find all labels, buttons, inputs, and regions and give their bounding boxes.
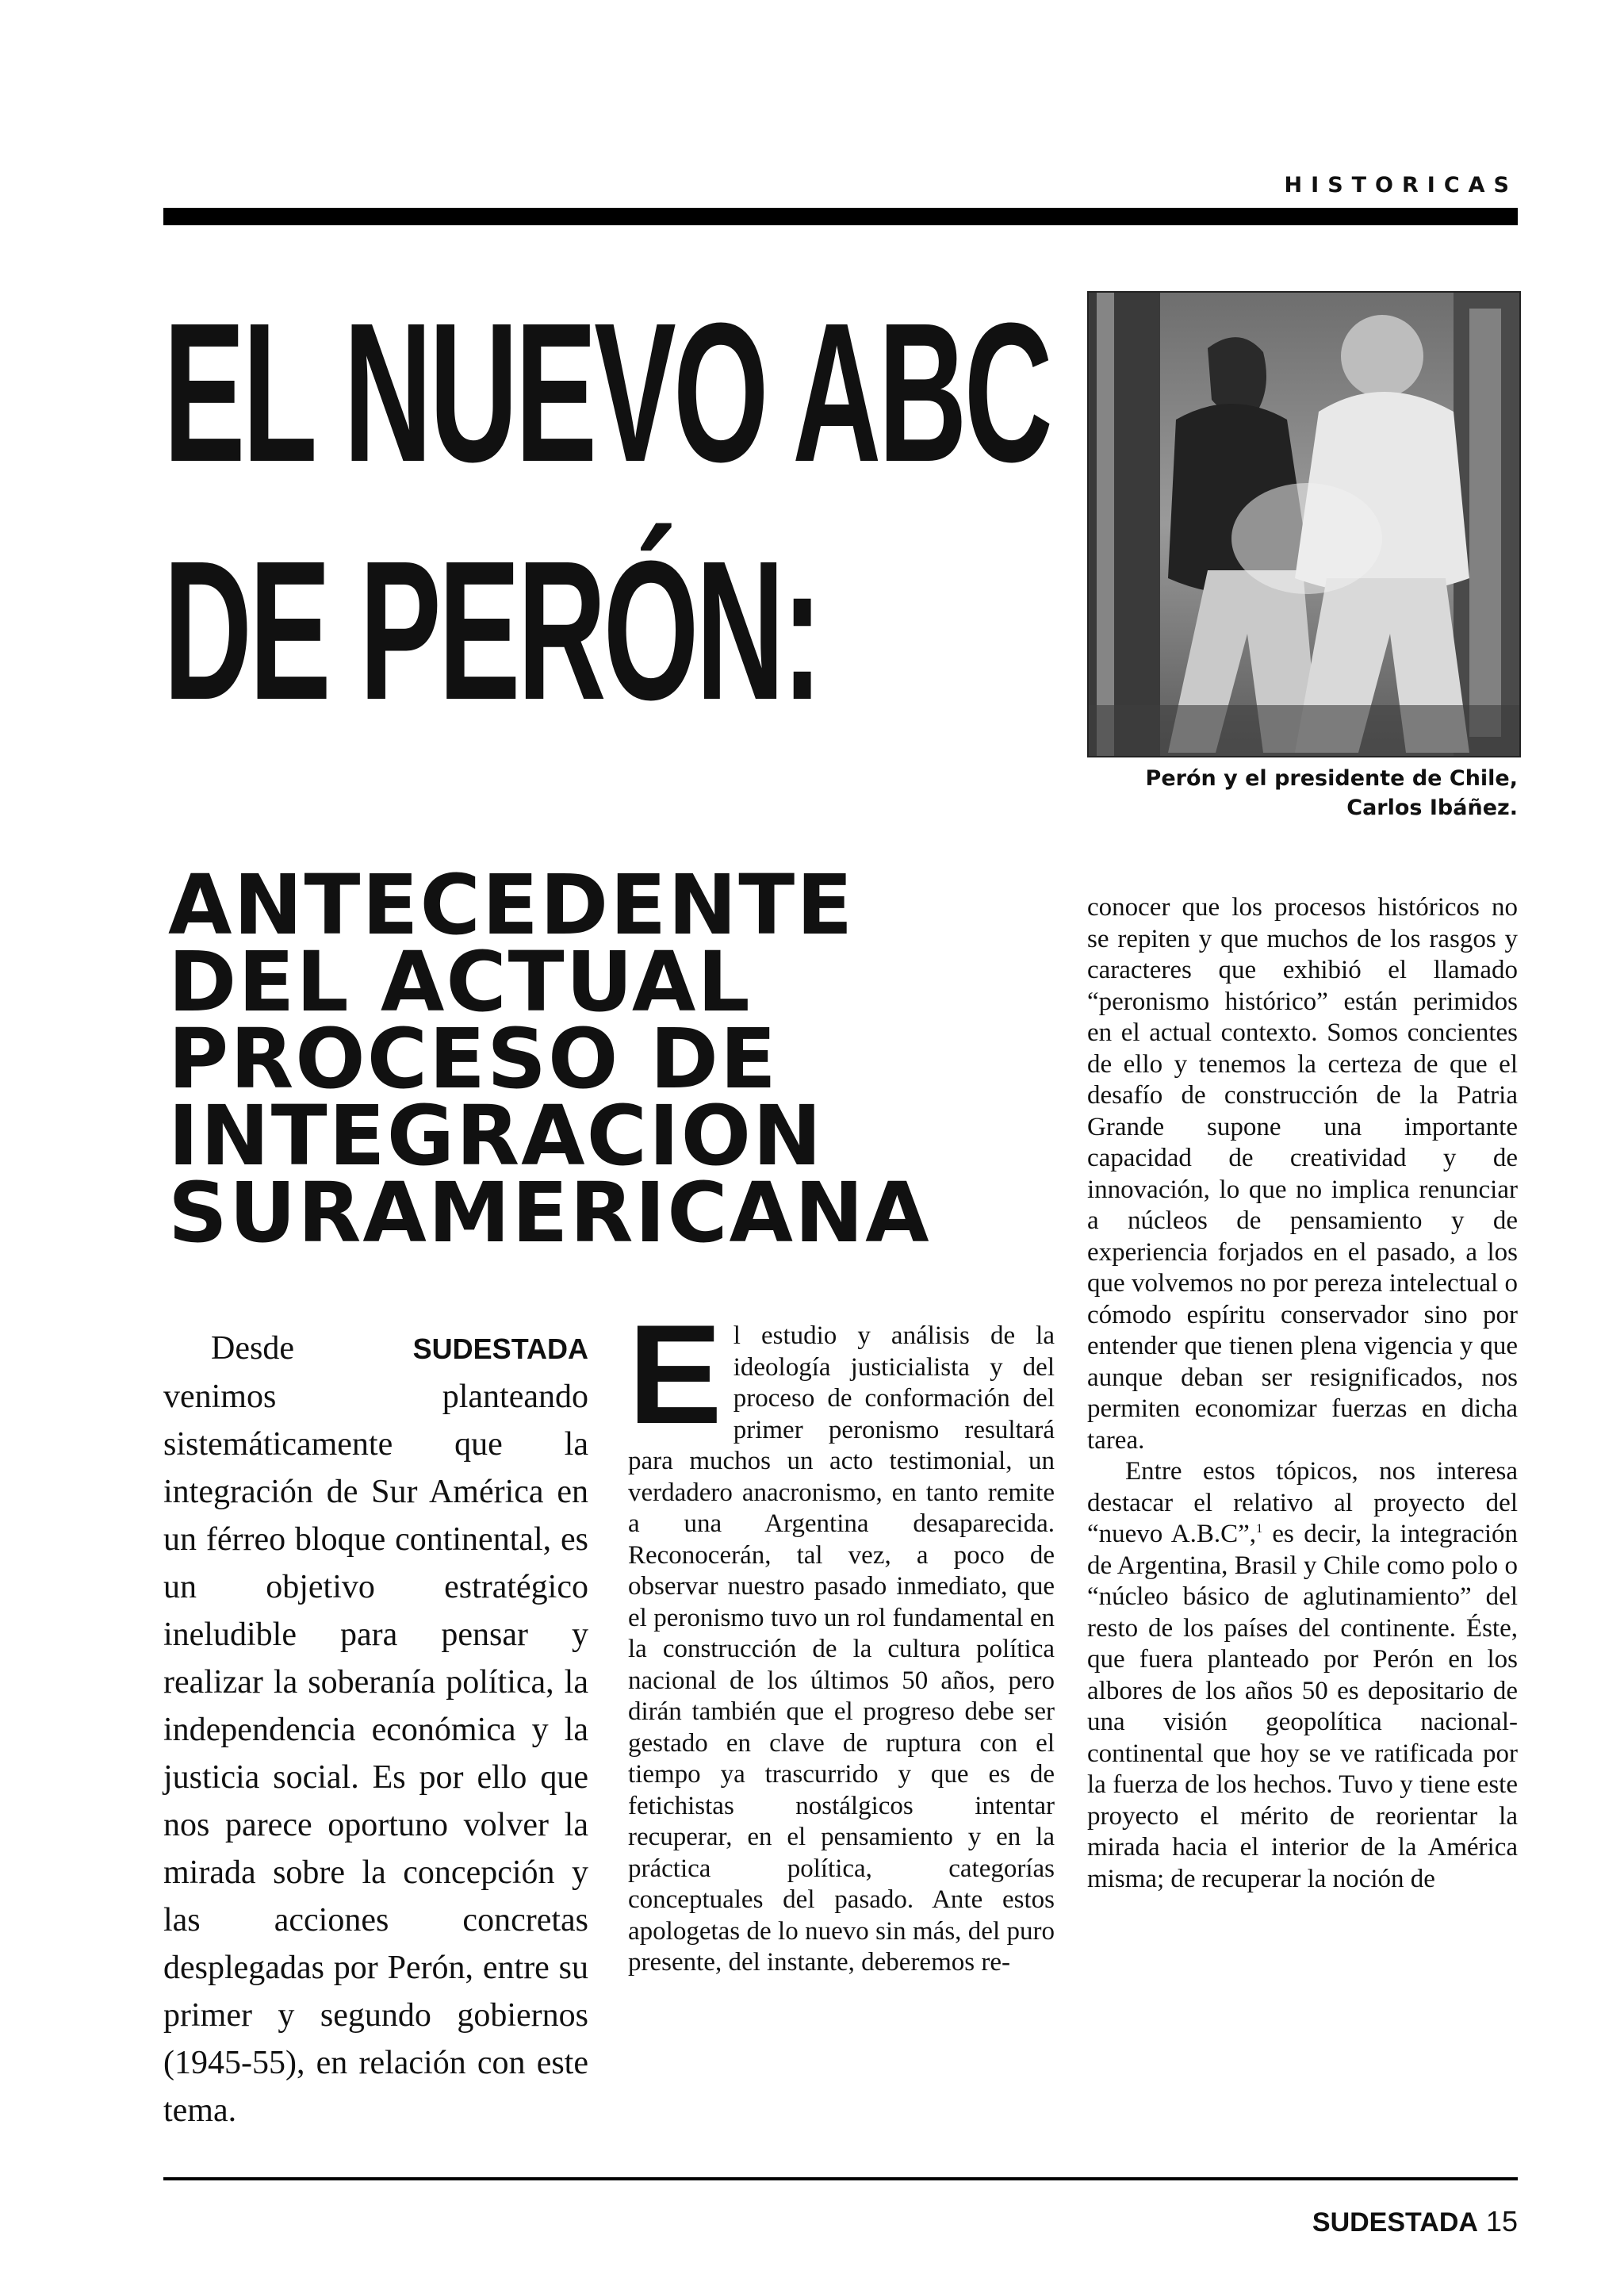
drop-cap: E [628,1295,722,1453]
caption-line-2: Carlos Ibáñez. [1346,796,1518,820]
footer-brand: SUDESTADA [1312,2207,1478,2238]
body-column-2 [1087,892,1518,1895]
photo-caption [1042,764,1518,823]
intro-text-after: venimos planteando sistemáticamente que la integración de Sur América en un férreo bloque continental, es un objetivo estratégico ineludible para pensar y realizar la soberanía política, la independencia económica y la justicia social. Es por ello que nos parece oportuno volver la mirada sobre la concepción y las acciones concretas desplegadas por Perón, entre su primer y segundo gobiernos (1945-55), en relación con este tema. [163,1379,588,2129]
caption-line-1: Perón y el presidente de Chile, [1145,766,1518,791]
headline-line-1: EL NUEVO ABC [163,282,1051,503]
subheadline-line-3: PROCESO DE [168,1010,778,1107]
article-subheadline [168,857,1040,1261]
bottom-rule [163,2177,1518,2180]
body-paragraph-3 [1087,1456,1518,1895]
intro-column [163,1325,588,2134]
top-rule [163,208,1518,225]
article-headline [163,274,1051,750]
section-tag: HISTORICAS [1284,173,1518,197]
body-paragraph-3-a: Entre estos tópicos, nos interesa destacar el relativo al proyecto del “nuevo A.B.C”, [1087,1457,1518,1548]
body-column-1 [628,1295,1055,1979]
article-photo [1087,291,1521,757]
body-paragraph-1 [628,1295,1055,1979]
subheadline-line-4: INTEGRACION [168,1087,824,1184]
headline-line-2: DE PERÓN: [163,520,820,741]
subheadline-line-5: SURAMERICANA [168,1164,931,1261]
intro-brand: SUDESTADA [412,1333,588,1365]
subheadline-line-2: DEL ACTUAL [168,934,752,1030]
body-column-1-text: l estudio y análisis de la ideología justicialista y del proceso de conformación del primer peronismo resultará para muchos un acto testimonial, un verdadero anacronismo, en tanto remite a una Argentina desaparecida. Reconocerán, tal vez, a poco de observar nuestro pasado inmediato, que el peronismo tuvo un rol fundamental en la construcción de la cultura política nacional de los últimos 50 años, pero dirán también que el progreso debe ser gestado en clave de ruptura con el tiempo ya trascurrido y que es de fetichistas nostálgicos intentar recuperar, en el pensamiento y en la práctica política, categorías conceptuales del pasado. Ante estos apologetas de lo nuevo sin más, del puro presente, del instante, deberemos re- [628,1321,1055,1977]
page-footer [1312,2205,1518,2238]
page-number: 15 [1485,2205,1518,2238]
body-paragraph-2: conocer que los procesos históricos no se repiten y que muchos de los rasgos y caracteres que exhibió el llamado “peronismo histórico” están perimidos en el actual contexto. Somos concientes de ello y tenemos la certeza de que el desafío de construcción de la Patria Grande supone una importante capacidad de creatividad y de innovación, lo que no implica renunciar a núcleos de pensamiento y de experiencia forjados en el pasado, a los que volvemos no por pereza intelectual o cómodo espíritu conservador sino por entender que tienen plena vigencia y que aunque deban ser resignificados, nos permiten economizar fuerzas en dicha tarea. [1087,893,1518,1455]
intro-paragraph [163,1325,588,2134]
footnote-mark: 1 [1256,1522,1263,1536]
body-paragraph-3-b: es decir, la integración de Argentina, Brasil y Chile como polo o “núcleo básico de aglutinamiento” del resto de los países del continente. Éste, que fuera planteado por Perón en los albores de los años 50 es depositario de una visión geopolítica nacional-continental que hoy se ve ratificada por la fuerza de los hechos. Tuvo y tiene este proyecto el mérito de reorientar la mirada hacia el interior de la América misma; de recuperar la noción de [1087,1520,1518,1893]
intro-text-before: Desde [211,1330,413,1367]
subheadline-line-1: ANTECEDENTE [168,857,855,953]
